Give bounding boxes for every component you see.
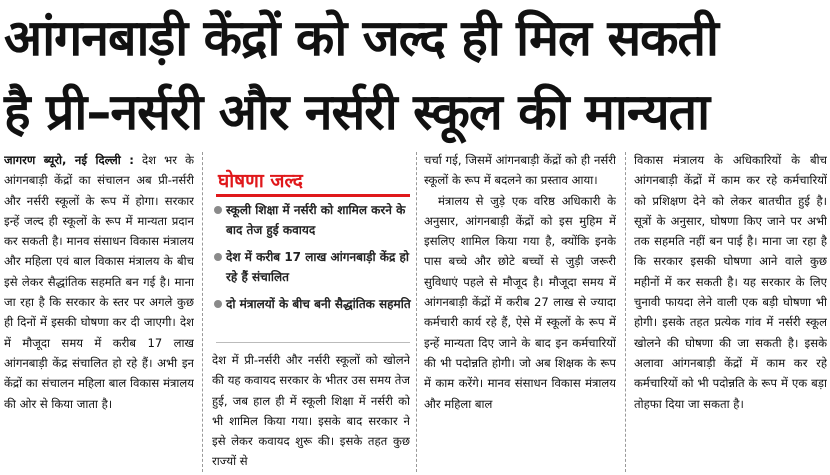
column-divider (416, 152, 417, 472)
highlight-item-text: स्कूली शिक्षा में नर्सरी को शामिल करने के बाद तेज हुई कवायद (226, 203, 406, 237)
bullet-icon (214, 253, 222, 261)
highlight-item (212, 200, 412, 240)
column-1-text: देश भर के आंगनबाड़ी केंद्रों का संचालन अब प्री-नर्सरी और नर्सरी स्कूलों के रूप में होगा। सरकार इन्हें जल्द ही स्कूलों के रूप में मान्यता प्रदान कर सकती है। मानव संसाधन विकास मंत्रालय और महिला एवं बाल विकास मंत्रालय के बीच इसे लेकर सैद्धांतिक सहमति बन गई है। माना जा रहा है कि सरकार के स्तर पर अगले कुछ ही दिनों में इसकी घोषणा कर दी जाएगी। देश में मौजूदा समय में करीब 17 लाख आंगनबाड़ी केंद्र संचालित हो रहे हैं। अभी इन केंद्रों का संचालन महिला बाल विकास मंत्रालय की ओर से किया जाता है। (4, 153, 194, 411)
column-3-para-2: मंत्रालय से जुड़े एक वरिष्ठ अधिकारी के अनुसार, आंगनबाड़ी केंद्रों को इस मुहिम में इसलिए शामिल किया गया है, क्योंकि इनके पास बच्चे और छोटे बच्चों से जुड़ी जरूरी सुविधाएं पहले से मौजूद है। मौजूदा समय में आंगनबाड़ी केंद्रों में करीब 27 लाख से ज्यादा कर्मचारी कार्य रहे हैं, ऐसे में स्कूलों के रूप में इन्हें मान्यता दिए जाने के बाद इन कर्मचारियों की भी पदोन्नति होगी। जो अब शिक्षक के रूप में काम करेंगे। मानव संसाधन विकास मंत्रालय और महिला बाल (424, 193, 616, 411)
article-column-1 (4, 150, 194, 475)
column-2-text: देश में प्री-नर्सरी और नर्सरी स्कूलों को खोलने की यह कवायद सरकार के भीतर उस समय तेज हुई, जब हाल ही में स्कूली शिक्षा में नर्सरी को भी शामिल किया गया। इसके बाद सरकार ने इसे लेकर कवायद शुरू की। इसके तहत कुछ राज्यों से (212, 353, 410, 469)
article-column-4 (634, 150, 827, 475)
headline-line-2: है प्री–नर्सरी और नर्सरी स्कूल की मान्यता (4, 83, 710, 141)
highlight-box (212, 158, 412, 346)
dateline: जागरण ब्यूरो, नई दिल्ली : (4, 153, 134, 167)
bullet-icon (214, 206, 222, 214)
headline-line-1: आंगनबाड़ी केंद्रों को जल्द ही मिल सकती (4, 9, 718, 67)
column-divider (625, 152, 626, 472)
highlight-box-title: घोषणा जल्द (218, 170, 303, 192)
article-column-2 (212, 350, 410, 475)
highlight-item (212, 294, 412, 314)
headline (0, 0, 830, 148)
highlight-list (212, 200, 412, 321)
highlight-box-bottom-rule (216, 342, 410, 343)
highlight-box-rule (216, 194, 410, 197)
article-column-3 (424, 150, 616, 475)
highlight-item-text: दो मंत्रालयों के बीच बनी सैद्धांतिक सहमति (226, 297, 411, 311)
highlight-item (212, 247, 412, 287)
bullet-icon (214, 300, 222, 308)
column-4-text: विकास मंत्रालय के अधिकारियों के बीच आंगनबाड़ी केंद्रों में काम कर रहे कर्मचारियों को प्रशिक्षण देने को लेकर बातचीत हुई है। सूत्रों के अनुसार, घोषणा किए जाने पर अभी तक सहमति नहीं बन पाई है। माना जा रहा है कि सरकार इसकी घोषणा आने वाले कुछ महीनों में कर सकती है। यह सरकार के लिए चुनावी फायदा लेने वाली एक बड़ी घोषणा भी होगी। इसके तहत प्रत्येक गांव में नर्सरी स्कूल खोलने की घोषणा की जा सकती है। इसके अलावा आंगनबाड़ी केंद्रों में काम कर रहे कर्मचारियों को भी पदोन्नति के रूप में एक बड़ा तोहफा दिया जा सकता है। (634, 153, 827, 411)
column-3-para-1: चर्चा गई, जिसमें आंगनबाड़ी केंद्रों को ही नर्सरी स्कूलों के रूप में बदलने का प्रस्ताव आया। (424, 153, 616, 188)
highlight-item-text: देश में करीब 17 लाख आंगनबाड़ी केंद्र हो रहे हैं संचालित (226, 250, 410, 284)
column-divider (202, 152, 203, 472)
